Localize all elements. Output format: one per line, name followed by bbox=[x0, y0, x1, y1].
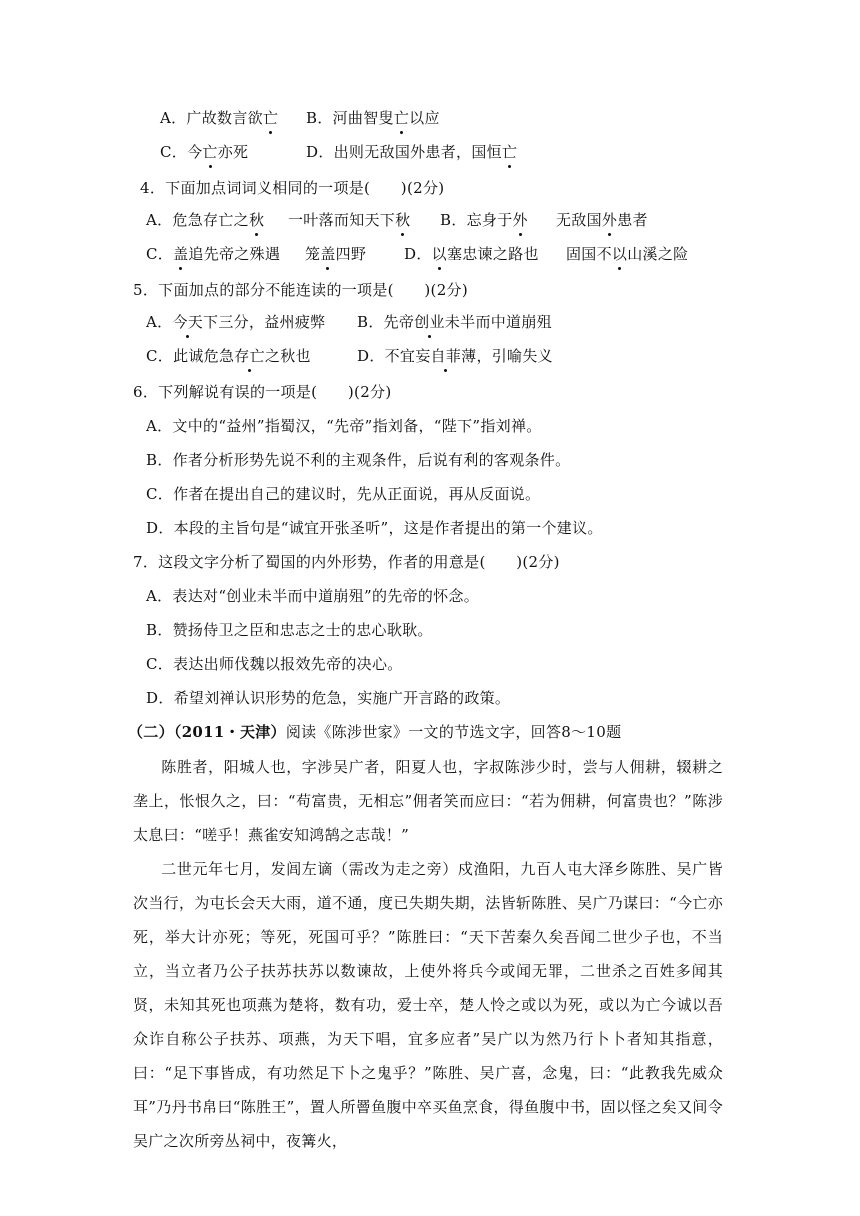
section-heading bbox=[128, 722, 621, 742]
q7-option-c: C．表达出师伐魏以报效先帝的决心。 bbox=[146, 655, 403, 673]
q5-option-d: D．不宜妄自菲薄，引喻失义 bbox=[357, 347, 553, 365]
emphasis-char: 秋 bbox=[395, 211, 411, 229]
emphasis-char: 盖 bbox=[320, 245, 336, 263]
emphasis-char: 亡 bbox=[202, 143, 218, 161]
q6-option-a: A．文中的“益州”指蜀汉，“先帝”指刘备，“陛下”指刘禅。 bbox=[146, 417, 542, 435]
emphasis-char: 盖 bbox=[173, 245, 189, 263]
emphasis-char: 今天 bbox=[172, 313, 204, 331]
q5-option-a: A．今天下三分，益州疲弊 bbox=[146, 313, 326, 331]
q6-option-d: D．本段的主旨句是“诚宜开张圣听”，这是作者提出的第一个建议。 bbox=[146, 519, 603, 537]
q3-option-d: D．出则无敌国外患者，国恒亡 bbox=[306, 143, 518, 161]
passage-paragraph-2: 二世元年七月，发闾左谪（需改为走之旁）戍渔阳，九百人屯大泽乡陈胜、吴广皆次当行，为屯长会天大雨，道不通，度已失期失期，法皆斩陈胜、吴广乃谋曰：“今亡亦死，举大计亦死；等死，死国可乎？”陈胜曰：“天下苦秦久矣吾闻二世少子也，不当立，当立者乃公子扶苏扶苏以数谏故，上使外将兵今或闻无罪，二世杀之百姓多闻其贤，未知其死也项燕为楚将，数有功，爱士卒，楚人怜之或以为死，或以为亡今诚以吾众诈自称公子扶苏、项燕，为天下唱，宜多应者”吴广以为然乃行卜卜者知其指意，曰：“足下事皆成，有功然足下卜之鬼乎？”陈胜、吴广喜，念鬼，曰：“此教我先威众耳”乃丹书帛曰“陈胜王”，置人所罾鱼腹中卒买鱼烹食，得鱼腹中书，固以怪之矣又间令吴广之次所旁丛祠中，夜篝火， bbox=[133, 860, 724, 1150]
q5-option-b: B．先帝创业未半而中道崩殂 bbox=[357, 313, 552, 331]
q4-option-d-pair: 固国不以山溪之险 bbox=[566, 245, 689, 263]
emphasis-char: 外 bbox=[512, 211, 528, 229]
q7-option-b: B．赞扬侍卫之臣和忠志之士的忠心耿耿。 bbox=[146, 621, 433, 639]
q4-option-a-pair: 一叶落而知天下秋 bbox=[288, 211, 411, 229]
q4-option-d: D．以塞忠谏之路也 bbox=[404, 245, 539, 263]
section-source: （二）（2011・天津） bbox=[128, 723, 286, 741]
q4-option-b-pair: 无敌国外患者 bbox=[556, 211, 648, 229]
emphasis-char: 亡 bbox=[501, 143, 518, 161]
q4-option-c-pair: 笼盖四野 bbox=[305, 245, 367, 263]
q7-option-a: A．表达对“创业未半而中道崩殂”的先帝的怀念。 bbox=[146, 587, 480, 605]
q4-stem: 4．下面加点词词义相同的一项是( )(2分) bbox=[140, 179, 445, 197]
emphasis-char: 亡 bbox=[393, 109, 410, 127]
q3-option-b: B．河曲智叟亡以应 bbox=[306, 109, 440, 127]
emphasis-char: 存亡 bbox=[234, 347, 265, 365]
emphasis-char: 创业 bbox=[414, 313, 445, 331]
emphasis-char: 外 bbox=[601, 211, 618, 229]
q4-option-b: B．忘身于外 bbox=[440, 211, 528, 229]
q6-stem: 6．下列解说有误的一项是( )(2分) bbox=[133, 383, 392, 401]
emphasis-char: 亡 bbox=[262, 109, 279, 127]
emphasis-char: 以 bbox=[611, 245, 628, 263]
q5-option-c: C．此诚危急存亡之秋也 bbox=[146, 347, 311, 365]
q7-option-d: D．希望刘禅认识形势的危急，实施广开言路的政策。 bbox=[146, 689, 511, 707]
q6-option-b: B．作者分析形势先说不利的主观条件，后说有利的客观条件。 bbox=[146, 451, 571, 469]
emphasis-char: 秋 bbox=[248, 211, 265, 229]
emphasis-char: 妄自菲薄 bbox=[415, 347, 477, 365]
emphasis-char: 以 bbox=[431, 245, 447, 263]
section-instruction: 阅读《陈涉世家》一文的节选文字，回答8～10题 bbox=[285, 723, 622, 741]
q3-option-a: A．广故数言欲亡 bbox=[160, 109, 279, 127]
q4-option-c: C．盖追先帝之殊遇 bbox=[146, 245, 281, 263]
q4-option-a: A．危急存亡之秋 bbox=[146, 211, 265, 229]
q3-option-c: C．今亡亦死 bbox=[160, 143, 249, 161]
q5-stem: 5．下面加点的部分不能连读的一项是( )(2分) bbox=[133, 281, 468, 299]
passage-paragraph-1: 陈胜者，阳城人也，字涉吴广者，阳夏人也，字叔陈涉少时，尝与人佣耕，辍耕之垄上，怅恨久之，曰：“苟富贵，无相忘”佣者笑而应曰：“若为佣耕，何富贵也？”陈涉太息曰：“嗟乎！燕雀安知鸿鹄之志哉！” bbox=[133, 758, 723, 844]
q7-stem: 7．这段文字分析了蜀国的内外形势，作者的用意是( )(2分) bbox=[133, 553, 560, 571]
q6-option-c: C．作者在提出自己的建议时，先从正面说，再从反面说。 bbox=[146, 485, 541, 503]
